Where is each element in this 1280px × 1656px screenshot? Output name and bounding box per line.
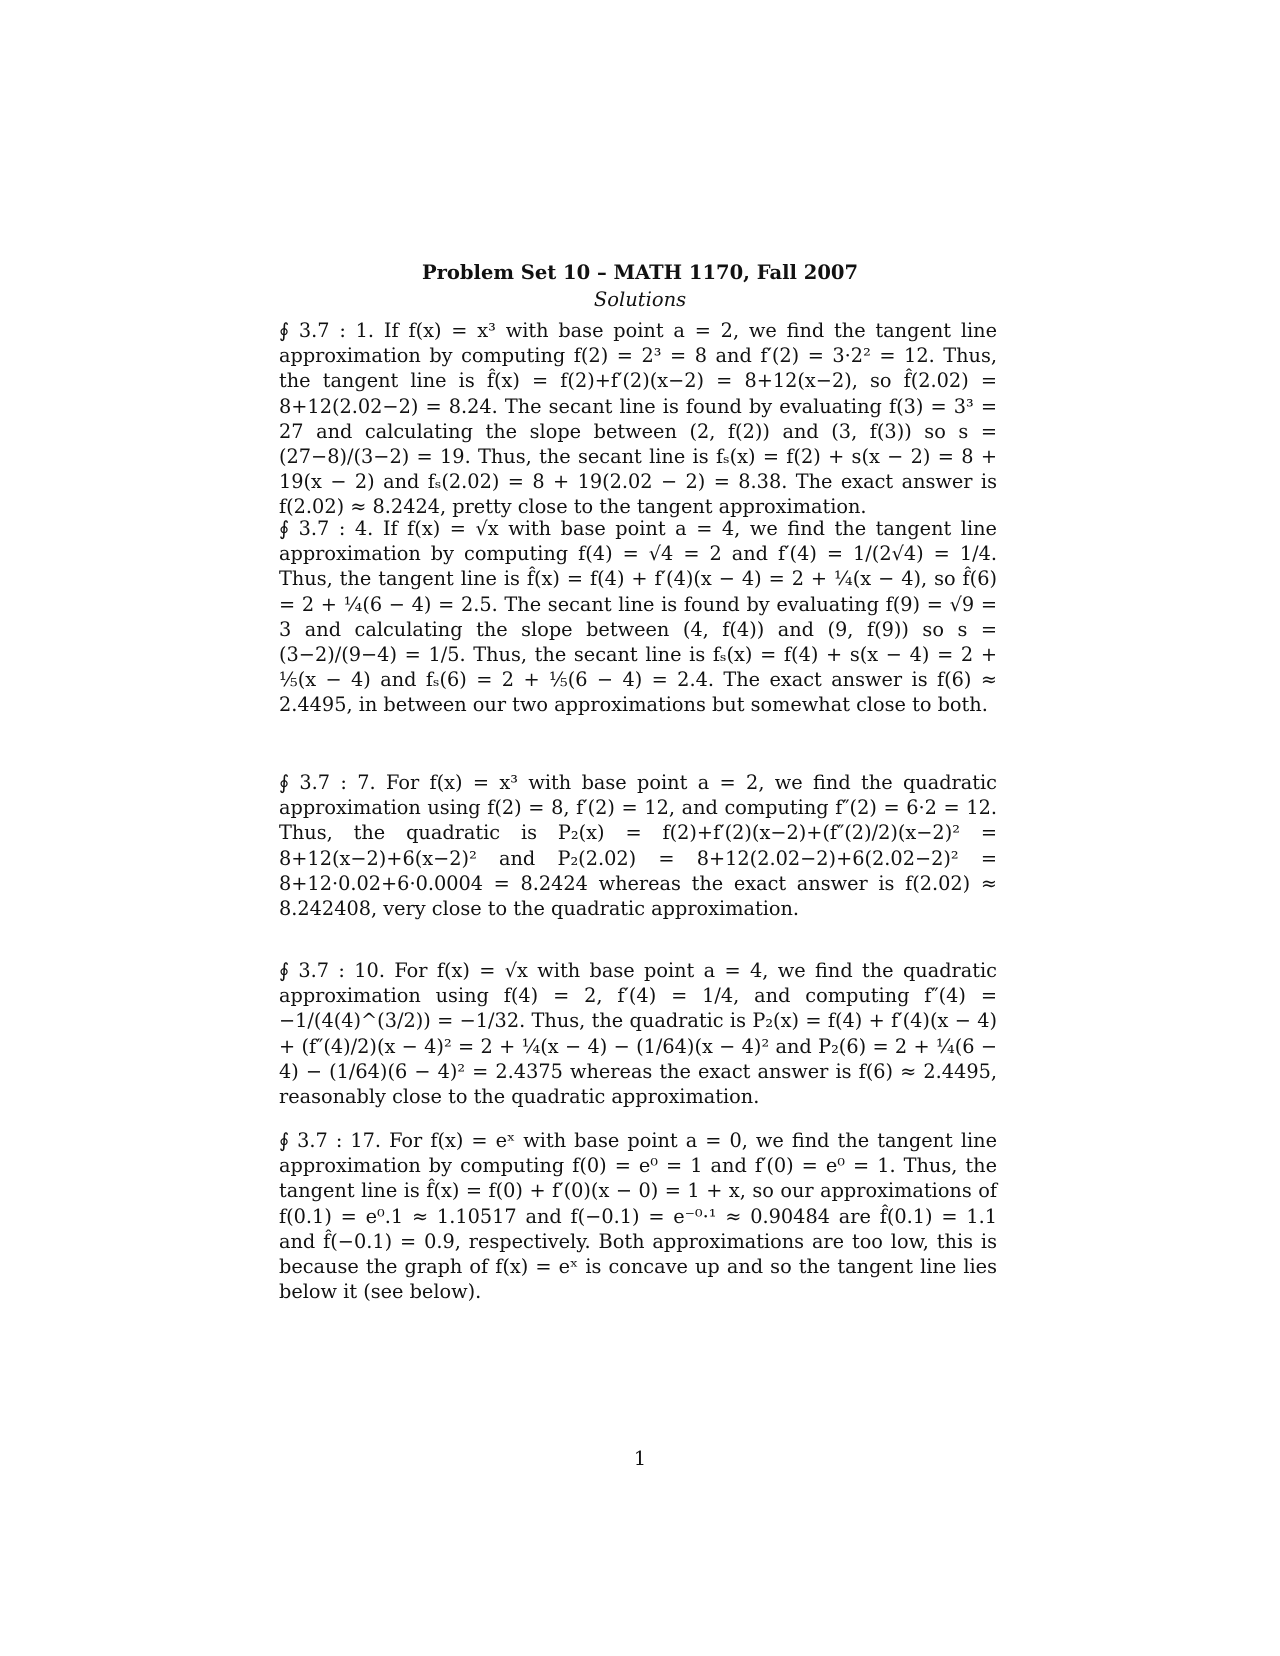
problem-3-7-4 [279, 516, 997, 718]
problem-label: ∮ 3.7 : 1. [279, 319, 375, 342]
document-subtitle: Solutions [593, 288, 687, 311]
document-header [0, 259, 1280, 313]
problem-label: ∮ 3.7 : 4. [279, 517, 374, 540]
problem-text: For f(x) = x³ with base point a = 2, we find the quadratic approximation using f(2) = 8, f′(2) = 12, and computing f″(2) = 6·2 = 12. Thus, the quadratic is P₂(x) = f(2)+f′(2)(x−2)+(f″(2)/2)(x−2)² = 8+12(x−2)+6(x−2)² and P₂(2.02) = 8+12(2.02−2)+6(2.02−2)² = 8+12·0.02+6·0.0004 = 8.2424 whereas the exact answer is f(2.02) ≈ 8.242408, very close to the quadratic approximation. [279, 771, 997, 921]
problem-text: If f(x) = x³ with base point a = 2, we find the tangent line approximation by computing f(2) = 2³ = 8 and f′(2) = 3·2² = 12. Thus, the tangent line is f̂(x) = f(2)+f′(2)(x−2) = 8+12(x−2), so f̂(2.02) = 8+12(2.02−2) = 8.24. The secant line is found by evaluating f(3) = 3³ = 27 and calculating the slope between (2, f(2)) and (3, f(3)) so s = (27−8)/(3−2) = 19. Thus, the secant line is fₛ(x) = f(2) + s(x − 2) = 8 + 19(x − 2) and fₛ(2.02) = 8 + 19(2.02 − 2) = 8.38. The exact answer is f(2.02) ≈ 8.2424, pretty close to the tangent approximation. [279, 319, 997, 519]
problem-3-7-1 [279, 318, 997, 520]
problem-3-7-17 [279, 1128, 997, 1304]
problem-3-7-10 [279, 958, 997, 1109]
problem-3-7-7 [279, 770, 997, 921]
problem-label: ∮ 3.7 : 17. [279, 1129, 382, 1152]
problem-text: For f(x) = √x with base point a = 4, we find the quadratic approximation using f(4) = 2, f′(4) = 1/4, and computing f″(4) = −1/(4(4)^(3/2)) = −1/32. Thus, the quadratic is P₂(x) = f(4) + f′(4)(x − 4) + (f″(4)/2)(x − 4)² = 2 + ¼(x − 4) − (1/64)(x − 4)² and P₂(6) = 2 + ¼(6 − 4) − (1/64)(6 − 4)² = 2.4375 whereas the exact answer is f(6) ≈ 2.4495, reasonably close to the quadratic approximation. [279, 959, 997, 1109]
problem-label: ∮ 3.7 : 7. [279, 771, 376, 794]
document-title: Problem Set 10 – MATH 1170, Fall 2007 [421, 261, 859, 284]
page-number: 1 [633, 1447, 647, 1470]
problem-text: For f(x) = eˣ with base point a = 0, we find the tangent line approximation by computing f(0) = e⁰ = 1 and f′(0) = e⁰ = 1. Thus, the tangent line is f̂(x) = f(0) + f′(0)(x − 0) = 1 + x, so our approximations of f(0.1) = e⁰.1 ≈ 1.10517 and f(−0.1) = e⁻⁰·¹ ≈ 0.90484 are f̂(0.1) = 1.1 and f̂(−0.1) = 0.9, respectively. Both approximations are too low, this is because the graph of f(x) = eˣ is concave up and so the tangent line lies below it (see below). [279, 1129, 997, 1304]
problem-text: If f(x) = √x with base point a = 4, we find the tangent line approximation by computing f(4) = √4 = 2 and f′(4) = 1/(2√4) = 1/4. Thus, the tangent line is f̂(x) = f(4) + f′(4)(x − 4) = 2 + ¼(x − 4), so f̂(6) = 2 + ¼(6 − 4) = 2.5. The secant line is found by evaluating f(9) = √9 = 3 and calculating the slope between (4, f(4)) and (9, f(9)) so s = (3−2)/(9−4) = 1/5. Thus, the secant line is fₛ(x) = f(4) + s(x − 4) = 2 + ⅕(x − 4) and fₛ(6) = 2 + ⅕(6 − 4) = 2.4. The exact answer is f(6) ≈ 2.4495, in between our two approximations but somewhat close to both. [279, 517, 997, 717]
problem-label: ∮ 3.7 : 10. [279, 959, 385, 982]
